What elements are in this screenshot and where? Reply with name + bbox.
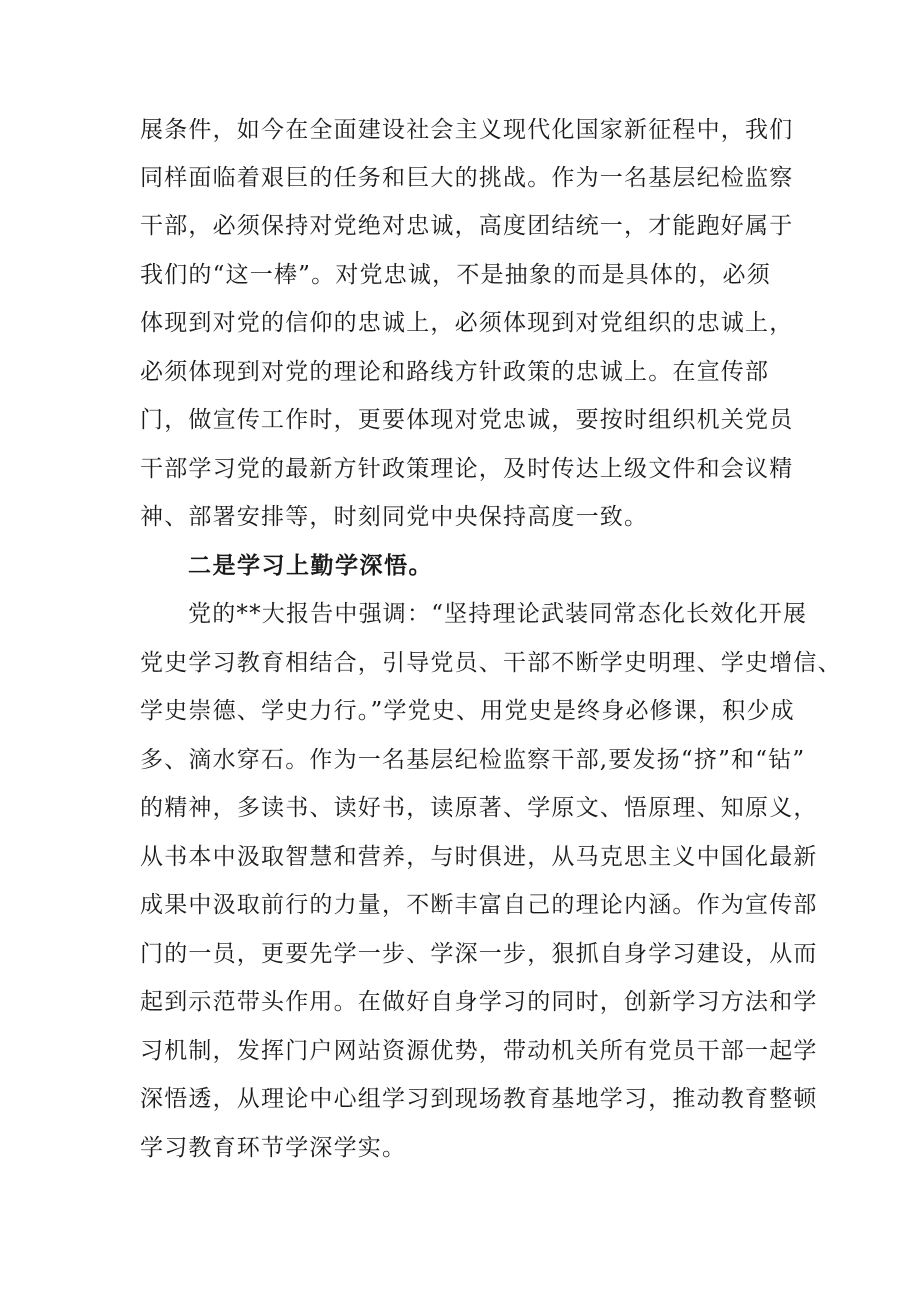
- paragraph-line: 神、部署安排等，时刻同党中央保持高度一致。: [140, 504, 649, 530]
- paragraph-line: 必须体现到对党的理论和路线方针政策的忠诚上。在宣传部: [140, 359, 770, 385]
- paragraph-line: 习机制，发挥门户网站资源优势，带动机关所有党员干部一起学: [140, 1038, 818, 1064]
- paragraph-line: 起到示范带头作用。在做好自身学习的同时，创新学习方法和学: [140, 989, 818, 1015]
- paragraph-line: 学习教育环节学深学实。: [140, 1135, 407, 1161]
- paragraph-line: 展条件，如今在全面建设社会主义现代化国家新征程中，我们: [140, 117, 794, 143]
- section-heading: 二是学习上勤学深悟。: [188, 552, 433, 579]
- paragraph-line: 深悟透，从理论中心组学习到现场教育基地学习，推动教育整顿: [140, 1086, 818, 1112]
- paragraph-line: 学史崇德、学史力行。”学党史、用党史是终身必修课，积少成: [140, 698, 795, 724]
- paragraph-line: 同样面临着艰巨的任务和巨大的挑战。作为一名基层纪检监察: [140, 165, 794, 191]
- paragraph-line: 党史学习教育相结合，引导党员、干部不断学史明理、学史增信、: [140, 650, 842, 676]
- paragraph-line: 门的一员，更要先学一步、学深一步，狠抓自身学习建设，从而: [140, 941, 818, 967]
- paragraph-line: 党的**大报告中强调：“坚持理论武装同常态化长效化开展: [188, 601, 808, 627]
- paragraph-line: 干部，必须保持对党绝对忠诚，高度团结统一，才能跑好属于: [140, 213, 794, 239]
- paragraph-line: 的精神，多读书、读好书，读原著、学原文、悟原理、知原义，: [140, 795, 818, 821]
- paragraph-line: 多、滴水穿石。作为一名基层纪检监察干部,要发扬“挤”和“钻”: [140, 747, 806, 773]
- paragraph-line: 干部学习党的最新方针政策理论，及时传达上级文件和会议精: [140, 456, 794, 482]
- paragraph-line: 体现到对党的信仰的忠诚上，必须体现到对党组织的忠诚上，: [140, 310, 794, 336]
- paragraph-line: 从书本中汲取智慧和营养，与时俱进，从马克思主义中国化最新: [140, 844, 818, 870]
- paragraph-line: 门，做宣传工作时，更要体现对党忠诚，要按时组织机关党员: [140, 407, 794, 433]
- paragraph-line: 我们的“这一棒”。对党忠诚，不是抽象的而是具体的，必须: [140, 262, 771, 288]
- paragraph-line: 成果中汲取前行的力量，不断丰富自己的理论内涵。作为宣传部: [140, 892, 818, 918]
